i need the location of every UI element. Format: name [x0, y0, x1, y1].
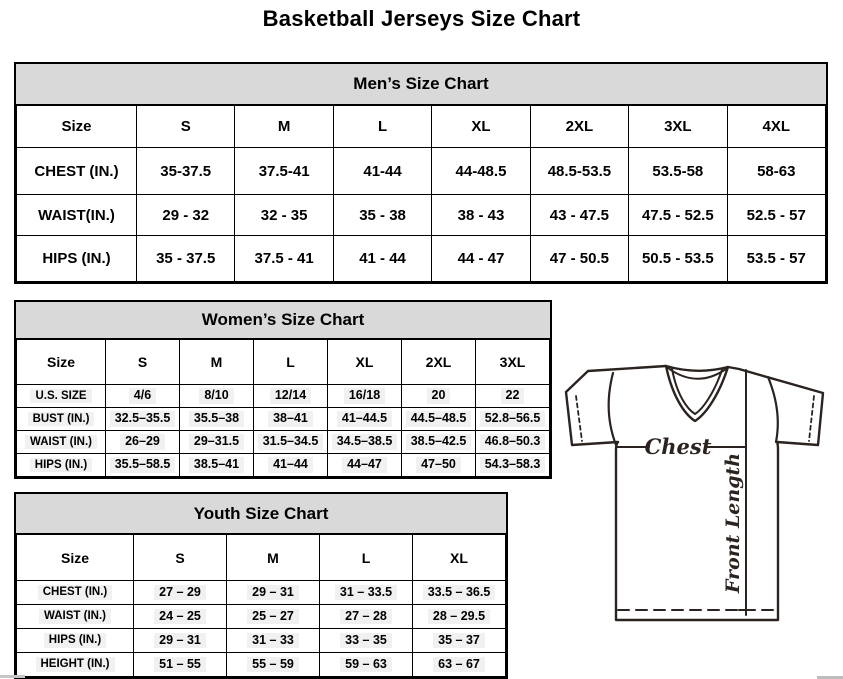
womens-value-cell: 34.5–38.5 [328, 431, 402, 454]
youth-header-row [17, 535, 506, 581]
womens-value-cell: 29–31.5 [180, 431, 254, 454]
womens-row-label: WAIST (IN.) [17, 431, 106, 454]
mens-chart-header: Men’s Size Chart [16, 64, 826, 105]
mens-value-cell: 37.5-41 [235, 148, 333, 195]
youth-chart-header: Youth Size Chart [16, 494, 506, 534]
womens-header-row [17, 340, 550, 385]
youth-value-cell: 33 – 35 [320, 629, 413, 653]
jersey-outline [566, 366, 823, 620]
youth-value-cell: 27 – 29 [134, 581, 227, 605]
youth-column-header-s: S [134, 535, 227, 581]
youth-value-cell: 35 – 37 [413, 629, 506, 653]
womens-value-cell: 47–50 [402, 454, 476, 477]
womens-value-cell: 16/18 [328, 385, 402, 408]
womens-chart-header: Women’s Size Chart [16, 302, 550, 339]
youth-value-cell: 28 – 29.5 [413, 605, 506, 629]
youth-row-label: CHEST (IN.) [17, 581, 134, 605]
youth-value-cell: 55 – 59 [227, 653, 320, 677]
bottom-left-edge-fragment [0, 675, 25, 678]
mens-size-chart-table [14, 62, 828, 284]
mens-column-header-xl: XL [432, 106, 530, 148]
womens-table-row [17, 385, 550, 408]
mens-value-cell: 29 - 32 [137, 195, 235, 236]
youth-value-cell: 63 – 67 [413, 653, 506, 677]
mens-table-row [17, 195, 826, 236]
youth-value-cell: 29 – 31 [227, 581, 320, 605]
youth-value-cell: 29 – 31 [134, 629, 227, 653]
mens-row-label: HIPS (IN.) [17, 236, 137, 282]
youth-column-header-m: M [227, 535, 320, 581]
youth-value-cell: 31 – 33.5 [320, 581, 413, 605]
mens-value-cell: 47.5 - 52.5 [629, 195, 727, 236]
womens-value-cell: 32.5–35.5 [106, 408, 180, 431]
mens-value-cell: 53.5-58 [629, 148, 727, 195]
mens-value-cell: 44 - 47 [432, 236, 530, 282]
womens-value-cell: 8/10 [180, 385, 254, 408]
youth-value-cell: 59 – 63 [320, 653, 413, 677]
womens-column-header-size: Size [17, 340, 106, 385]
womens-value-cell: 31.5–34.5 [254, 431, 328, 454]
mens-value-cell: 44-48.5 [432, 148, 530, 195]
mens-column-header-size: Size [17, 106, 137, 148]
youth-column-header-l: L [320, 535, 413, 581]
womens-row-label: HIPS (IN.) [17, 454, 106, 477]
youth-table-row [17, 605, 506, 629]
womens-value-cell: 35.5–38 [180, 408, 254, 431]
womens-value-cell: 38.5–42.5 [402, 431, 476, 454]
mens-value-cell: 38 - 43 [432, 195, 530, 236]
mens-value-cell: 35 - 37.5 [137, 236, 235, 282]
youth-table-row [17, 581, 506, 605]
mens-column-header-2xl: 2XL [530, 106, 628, 148]
womens-value-cell: 38.5–41 [180, 454, 254, 477]
mens-header-row [17, 106, 826, 148]
mens-column-header-4xl: 4XL [727, 106, 825, 148]
womens-size-chart-table [14, 300, 552, 479]
womens-column-header-s: S [106, 340, 180, 385]
mens-table-row [17, 236, 826, 282]
mens-value-cell: 48.5-53.5 [530, 148, 628, 195]
womens-value-cell: 4/6 [106, 385, 180, 408]
womens-value-cell: 35.5–58.5 [106, 454, 180, 477]
mens-column-header-s: S [137, 106, 235, 148]
womens-value-cell: 46.8–50.3 [476, 431, 550, 454]
womens-value-cell: 52.8–56.5 [476, 408, 550, 431]
youth-value-cell: 51 – 55 [134, 653, 227, 677]
womens-column-header-xl: XL [328, 340, 402, 385]
youth-value-cell: 33.5 – 36.5 [413, 581, 506, 605]
womens-value-cell: 41–44.5 [328, 408, 402, 431]
mens-value-cell: 35-37.5 [137, 148, 235, 195]
mens-value-cell: 41 - 44 [333, 236, 431, 282]
youth-value-cell: 27 – 28 [320, 605, 413, 629]
womens-column-header-3xl: 3XL [476, 340, 550, 385]
youth-table-row [17, 653, 506, 677]
womens-value-cell: 12/14 [254, 385, 328, 408]
womens-value-cell: 22 [476, 385, 550, 408]
youth-row-label: HEIGHT (IN.) [17, 653, 134, 677]
mens-column-header-m: M [235, 106, 333, 148]
mens-value-cell: 58-63 [727, 148, 825, 195]
youth-size-chart-table [14, 492, 508, 679]
mens-value-cell: 35 - 38 [333, 195, 431, 236]
mens-value-cell: 53.5 - 57 [727, 236, 825, 282]
womens-value-cell: 54.3–58.3 [476, 454, 550, 477]
youth-column-header-size: Size [17, 535, 134, 581]
mens-value-cell: 32 - 35 [235, 195, 333, 236]
mens-row-label: WAIST(IN.) [17, 195, 137, 236]
womens-row-label: U.S. SIZE [17, 385, 106, 408]
mens-table-row [17, 148, 826, 195]
womens-column-header-2xl: 2XL [402, 340, 476, 385]
womens-value-cell: 38–41 [254, 408, 328, 431]
womens-value-cell: 41–44 [254, 454, 328, 477]
womens-table-row [17, 431, 550, 454]
youth-table-row [17, 629, 506, 653]
womens-table-row [17, 454, 550, 477]
mens-value-cell: 50.5 - 53.5 [629, 236, 727, 282]
youth-row-label: WAIST (IN.) [17, 605, 134, 629]
youth-value-cell: 31 – 33 [227, 629, 320, 653]
womens-value-cell: 20 [402, 385, 476, 408]
youth-value-cell: 25 – 27 [227, 605, 320, 629]
womens-value-cell: 44–47 [328, 454, 402, 477]
youth-row-label: HIPS (IN.) [17, 629, 134, 653]
mens-value-cell: 43 - 47.5 [530, 195, 628, 236]
mens-column-header-l: L [333, 106, 431, 148]
youth-column-header-xl: XL [413, 535, 506, 581]
womens-column-header-m: M [180, 340, 254, 385]
mens-value-cell: 47 - 50.5 [530, 236, 628, 282]
mens-column-header-3xl: 3XL [629, 106, 727, 148]
womens-value-cell: 44.5–48.5 [402, 408, 476, 431]
chest-label: Chest [644, 434, 712, 459]
womens-value-cell: 26–29 [106, 431, 180, 454]
mens-value-cell: 41-44 [333, 148, 431, 195]
mens-value-cell: 52.5 - 57 [727, 195, 825, 236]
womens-row-label: BUST (IN.) [17, 408, 106, 431]
womens-column-header-l: L [254, 340, 328, 385]
youth-value-cell: 24 – 25 [134, 605, 227, 629]
womens-table-row [17, 408, 550, 431]
jersey-measurement-diagram [556, 353, 842, 629]
page-title: Basketball Jerseys Size Chart [262, 6, 581, 31]
front-length-label: Front Length [722, 452, 744, 594]
mens-row-label: CHEST (IN.) [17, 148, 137, 195]
mens-value-cell: 37.5 - 41 [235, 236, 333, 282]
